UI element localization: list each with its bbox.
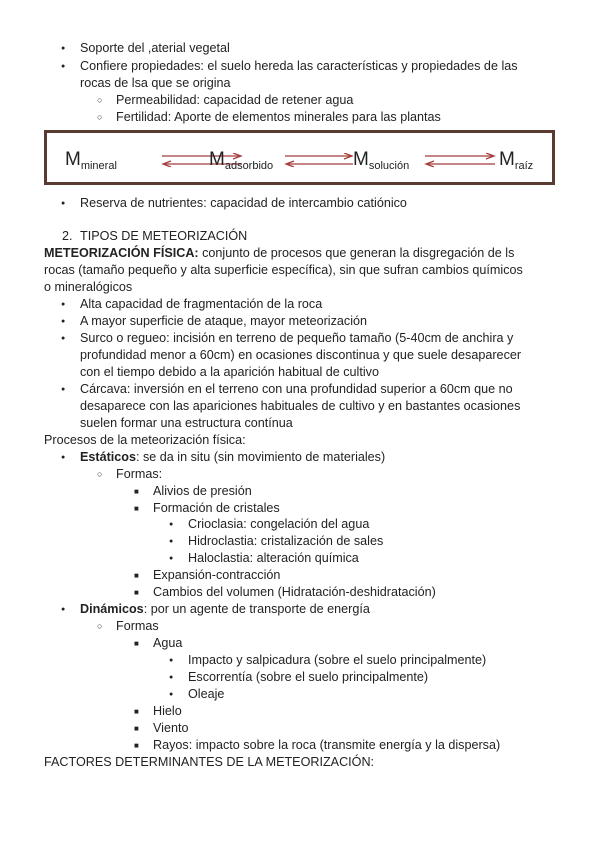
section-number: 2. [62, 229, 73, 243]
list-item: ■ Formación de cristales [153, 500, 280, 517]
term-solucion: $M_{solución}$ [353, 149, 410, 172]
list-item-continuation: rocas de lsa que se origina [80, 76, 231, 90]
list-item: ● Crioclasia: congelación del agua [188, 516, 369, 533]
equilibrium-arrows-icon [423, 153, 497, 167]
term-raiz: $M_{raíz}$ [499, 149, 534, 172]
list-item: ■ Agua [153, 635, 182, 652]
list-item: ● Oleaje [188, 686, 224, 703]
list-item: ● Haloclastia: alteración química [188, 550, 359, 567]
list-item: ● Soporte del ,aterial vegetal [80, 40, 230, 57]
list-item: ● Confiere propiedades: el suelo hereda las características y propiedades de las [80, 58, 518, 75]
list-item: ● Cárcava: inversión en el terreno con una profundidad superior a 60cm que no [80, 381, 513, 398]
list-item: ■ Expansión-contracción [153, 567, 280, 584]
definition-line: o mineralógicos [44, 280, 133, 294]
equilibrium-arrows [283, 153, 355, 167]
list-item: ● Impacto y salpicadura (sobre el suelo principalmente) [188, 652, 486, 669]
list-item: ● Estáticos: se da in situ (sin movimiento de materiales) [80, 449, 385, 466]
equilibrium-arrows [423, 153, 497, 167]
list-item: ● Surco o regueo: incisión en terreno de pequeño tamaño (5-40cm de anchira y [80, 330, 513, 347]
subheading: Procesos de la meteorización física: [44, 433, 246, 447]
list-item: ● A mayor superficie de ataque, mayor meteorización [80, 313, 367, 330]
equilibrium-arrows-icon [283, 153, 355, 167]
list-item: ■ Viento [153, 720, 188, 737]
list-item: ● Escorrentía (sobre el suelo principalmente) [188, 669, 428, 686]
section-heading: TIPOS DE METEORIZACIÓN [80, 229, 248, 243]
list-item: ■ Cambios del volumen (Hidratación-deshidratación) [153, 584, 436, 601]
list-item: ● Hidroclastia: cristalización de sales [188, 533, 383, 550]
list-item: ○ Permeabilidad: capacidad de retener agua [116, 92, 353, 109]
list-item: ■ Alivios de presión [153, 483, 252, 500]
list-item: ● Reserva de nutrientes: capacidad de intercambio catiónico [80, 195, 407, 212]
list-item-continuation: desaparece con las apariciones habituales de cultivo y en bastantes ocasiones [80, 399, 521, 413]
definition-label: METEORIZACIÓN FÍSICA: [44, 246, 199, 260]
list-item: ○ Formas [116, 618, 159, 635]
section-heading: FACTORES DETERMINANTES DE LA METEORIZACIÓN: [44, 755, 375, 769]
definition-line: rocas (tamaño pequeño y alta superficie específica), sin que sufran cambios químicos [44, 263, 523, 277]
definition-paragraph: METEORIZACIÓN FÍSICA: conjunto de procesos que generan la disgregación de ls [44, 246, 515, 260]
list-item-continuation: suelen formar una estructura contínua [80, 416, 293, 430]
nutrient-equilibrium-diagram [44, 130, 555, 185]
list-item-continuation: con el tiempo debido a la aparición habitual de cultivo [80, 365, 379, 379]
list-item: ■ Rayos: impacto sobre la roca (transmite energía y la dispersa) [153, 737, 500, 754]
list-item: ● Dinámicos: por un agente de transporte de energía [80, 601, 370, 618]
list-item: ○ Formas: [116, 466, 162, 483]
term-adsorbido: $M_{adsorbido}$ [209, 149, 274, 172]
term-mineral: $M_{mineral}$ [65, 149, 117, 172]
list-item: ○ Fertilidad: Aporte de elementos minerales para las plantas [116, 109, 441, 126]
list-item-continuation: profundidad menor a 60cm) en ocasiones discontinua y que suele desaparecer [80, 348, 522, 362]
list-item: ■ Hielo [153, 703, 182, 720]
list-item: ● Alta capacidad de fragmentación de la roca [80, 296, 322, 313]
